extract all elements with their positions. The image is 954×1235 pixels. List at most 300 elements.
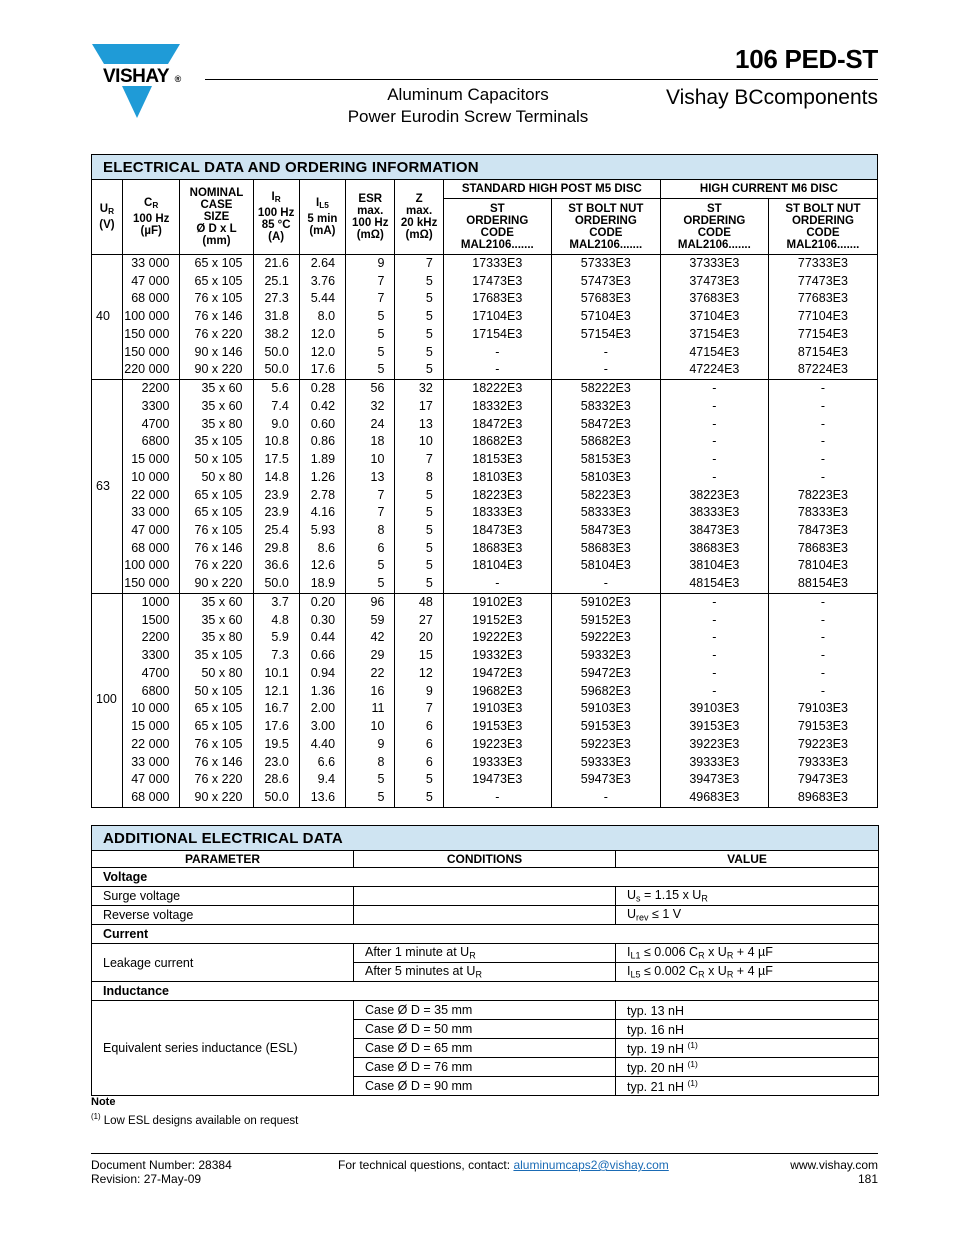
m6-st-code-column-cell: [660, 380, 768, 594]
table-cell: 33 000: [131, 754, 170, 769]
esr-column-cell: [346, 380, 395, 594]
table-cell: 23.9: [264, 505, 289, 520]
table-cell: -: [820, 665, 826, 680]
table-cell: -: [820, 630, 826, 645]
table-cell: 5: [425, 344, 433, 359]
cond-leakage-1min: After 1 minute at $U_R$: [354, 944, 616, 963]
table-cell: 68 000: [131, 540, 170, 555]
param-reverse-voltage: Reverse voltage: [92, 906, 354, 925]
capacitance-column-cell: [122, 380, 180, 594]
table-cell: -: [495, 790, 500, 805]
col-header-ripple-current: $I_R$ 100 Hz 85 °C (A): [253, 180, 299, 255]
ripple-current-column-cell: [253, 593, 299, 807]
group-header-m6: HIGH CURRENT M6 DISC: [660, 180, 877, 199]
table-cell: 65 x 105: [194, 256, 243, 270]
table-cell: 78333E3: [797, 505, 848, 520]
table-cell: 50.0: [264, 344, 289, 359]
table-cell: 5: [377, 790, 385, 805]
leakage-current-column-cell: [299, 255, 345, 380]
table-cell: 78683E3: [797, 540, 848, 555]
table-cell: -: [820, 469, 826, 484]
table-cell: 50.0: [264, 576, 289, 591]
table-cell: 35 x 80: [201, 416, 243, 431]
case-size-column-cell: [180, 593, 253, 807]
col-header-capacitance: $C_R$ 100 Hz (µF): [122, 180, 180, 255]
table-cell: 6: [425, 754, 433, 769]
table-cell: 5: [425, 540, 433, 555]
table-cell: 25.4: [264, 523, 289, 538]
table-cell: 2200: [141, 630, 170, 645]
table-cell: 5: [425, 309, 433, 324]
table-cell: 22 000: [131, 487, 170, 502]
table-cell: 12.0: [310, 326, 336, 341]
table-cell: 76 x 146: [194, 540, 243, 555]
table-cell: 38473E3: [689, 523, 740, 538]
leakage-current-column-cell: [299, 380, 345, 594]
table-cell: 18.9: [310, 576, 336, 591]
table-cell: 5.44: [310, 291, 336, 306]
table-cell: 5: [425, 558, 433, 573]
table-cell: -: [712, 648, 717, 663]
table-cell: -: [712, 452, 717, 467]
table-cell: 18332E3: [472, 398, 523, 413]
table-cell: 37104E3: [689, 309, 740, 324]
table-cell: 7: [425, 452, 433, 467]
table-cell: 17333E3: [472, 256, 523, 270]
table-cell: 5: [377, 772, 385, 787]
table-cell: 12.6: [310, 558, 336, 573]
table-cell: 36.6: [264, 558, 289, 573]
table-cell: 59472E3: [580, 665, 631, 680]
table-cell: 76 x 220: [194, 326, 243, 341]
table-cell: 76 x 146: [194, 309, 243, 324]
table-cell: 50 x 105: [194, 452, 243, 467]
table-cell: 17: [418, 398, 433, 413]
value-esl-90: typ. 21 nH $^{(1)}$: [616, 1077, 879, 1096]
m6-st-code-column-cell: [660, 255, 768, 380]
table-cell: 5: [425, 523, 433, 538]
table-cell: 9: [377, 736, 385, 751]
table-cell: 35 x 105: [194, 434, 243, 449]
table-cell: 59222E3: [580, 630, 631, 645]
value-esl-35: typ. 13 nH: [616, 1001, 879, 1020]
table-cell: 11: [371, 701, 385, 716]
m6-st-bolt-code-column-cell: [768, 255, 877, 380]
table-cell: 19102E3: [472, 594, 523, 609]
table-cell: 56: [370, 381, 385, 396]
table-cell: 50 x 105: [194, 683, 243, 698]
table-cell: 29.8: [264, 540, 289, 555]
table-cell: 38683E3: [689, 540, 740, 555]
table-cell: 10 000: [131, 469, 170, 484]
table-cell: 19153E3: [472, 719, 523, 734]
m6-st-bolt-code-column-cell: [768, 593, 877, 807]
col-header-impedance: Z max. 20 kHz (mΩ): [395, 180, 443, 255]
table-cell: 5: [377, 576, 385, 591]
table-cell: 65 x 105: [194, 505, 243, 520]
table-cell: 32: [370, 398, 385, 413]
table-cell: 38.2: [264, 326, 289, 341]
voltage-group-row: [92, 380, 878, 594]
table-cell: 19333E3: [472, 754, 523, 769]
esr-column-cell: [346, 593, 395, 807]
case-size-column-cell: [180, 255, 253, 380]
table-cell: 57683E3: [580, 291, 631, 306]
table-cell: 18473E3: [472, 523, 523, 538]
table-cell: 37333E3: [689, 256, 740, 270]
table-cell: -: [820, 452, 826, 467]
table-cell: 12.1: [264, 683, 289, 698]
table-cell: 20: [418, 630, 433, 645]
table-cell: 35 x 60: [201, 381, 243, 396]
table-cell: 5: [425, 576, 433, 591]
table-cell: 96: [370, 594, 385, 609]
table-cell: 59152E3: [580, 612, 631, 627]
table-cell: 58104E3: [580, 558, 631, 573]
table-cell: 10 000: [131, 701, 170, 716]
table-cell: 27.3: [264, 291, 289, 306]
table-cell: 5: [425, 772, 433, 787]
table-cell: 77333E3: [797, 256, 848, 270]
table-cell: 3300: [141, 648, 170, 663]
table-cell: 39473E3: [689, 772, 740, 787]
group-current: Current: [92, 925, 879, 944]
table-cell: 50.0: [264, 790, 289, 805]
table-cell: 5.6: [271, 381, 289, 396]
table-title: ELECTRICAL DATA AND ORDERING INFORMATION: [92, 155, 878, 180]
header-conditions: CONDITIONS: [354, 851, 616, 868]
table-cell: 3.7: [271, 594, 289, 609]
table-cell: 8.6: [317, 540, 336, 555]
table-cell: 37473E3: [689, 273, 740, 288]
table-cell: 1.36: [310, 683, 336, 698]
subtitle-line-1: Aluminum Capacitors: [387, 85, 549, 104]
table-cell: 37154E3: [689, 326, 740, 341]
table-cell: 9.0: [271, 416, 289, 431]
table-cell: 7.4: [271, 398, 289, 413]
m5-st-bolt-code-column-cell: [551, 255, 660, 380]
table-cell: 6: [377, 540, 385, 555]
table-cell: 14.8: [264, 469, 289, 484]
col-header-case-size: NOMINAL CASE SIZE Ø D x L (mm): [180, 180, 253, 255]
table-cell: -: [820, 594, 826, 609]
value-leakage-1min: $I_{L1} \le 0.006$ $C_R$ x $U_R + 4$ µF: [616, 944, 879, 963]
cond-esl-90: Case Ø D = 90 mm: [354, 1077, 616, 1096]
value-reverse-voltage: $U_{rev} \le 1$ V: [616, 906, 879, 925]
col-header-m6-st-bolt: ST BOLT NUT ORDERING CODE MAL2106.......: [768, 199, 877, 255]
table-cell: 1.89: [310, 452, 336, 467]
table-cell: 88154E3: [797, 576, 848, 591]
m5-st-code-column-cell: [443, 593, 551, 807]
table-cell: 19222E3: [472, 630, 523, 645]
group-inductance: Inductance: [92, 982, 879, 1001]
table-cell: -: [712, 594, 717, 609]
table-cell: 100 000: [124, 558, 170, 573]
table-cell: 38104E3: [689, 558, 740, 573]
table-cell: 58103E3: [580, 469, 631, 484]
table-cell: 77683E3: [797, 291, 848, 306]
table-cell: -: [712, 381, 717, 396]
table-cell: 0.28: [310, 381, 336, 396]
m6-st-code-column-cell: [660, 593, 768, 807]
table-cell: 18103E3: [472, 469, 523, 484]
table-cell: 10.8: [264, 434, 289, 449]
table-cell: 78104E3: [797, 558, 848, 573]
table-cell: 25.1: [264, 273, 289, 288]
table-cell: 10: [370, 719, 385, 734]
table-cell: -: [603, 362, 608, 377]
table-cell: 65 x 105: [194, 487, 243, 502]
table-cell: 5: [425, 362, 433, 377]
electrical-data-table: [91, 154, 878, 808]
table-cell: 5: [377, 344, 385, 359]
table-cell: 6.6: [317, 754, 336, 769]
param-surge-voltage: Surge voltage: [92, 887, 354, 906]
table-cell: 3300: [141, 398, 170, 413]
table-cell: 18333E3: [472, 505, 523, 520]
table-cell: 33 000: [131, 256, 170, 270]
table-cell: 7: [377, 291, 385, 306]
table-cell: 57104E3: [580, 309, 631, 324]
table-cell: 5: [377, 362, 385, 377]
table-cell: 48: [418, 594, 433, 609]
cond-reverse-voltage: [354, 906, 616, 925]
case-size-column-cell: [180, 380, 253, 594]
svg-text:VISHAY: VISHAY: [103, 66, 169, 87]
cond-surge-voltage: [354, 887, 616, 906]
table-cell: 0.44: [310, 630, 336, 645]
table-cell: 35 x 60: [201, 398, 243, 413]
table-cell: 39103E3: [689, 701, 740, 716]
table-cell: 3.00: [310, 719, 336, 734]
col-header-m5-st: ST ORDERING CODE MAL2106.......: [443, 199, 551, 255]
table-cell: 19223E3: [472, 736, 523, 751]
vishay-logo: [90, 44, 182, 118]
table-cell: 39153E3: [689, 719, 740, 734]
table-cell: 29: [370, 648, 385, 663]
table-cell: 18683E3: [472, 540, 523, 555]
table-cell: 2.00: [310, 701, 336, 716]
table-cell: 10: [370, 452, 385, 467]
table-cell: 27: [418, 612, 433, 627]
table-cell: 87154E3: [797, 344, 848, 359]
page-number: 181: [857, 1172, 878, 1186]
table-cell: 13: [418, 416, 433, 431]
table-cell: 100 000: [124, 309, 170, 324]
table-cell: -: [712, 469, 717, 484]
table-cell: 59: [370, 612, 385, 627]
table-cell: 9.4: [317, 772, 336, 787]
table-cell: 58333E3: [580, 505, 631, 520]
table-cell: 13: [370, 469, 385, 484]
table-cell: 12.0: [310, 344, 336, 359]
m5-st-code-column-cell: [443, 380, 551, 594]
value-esl-76: typ. 20 nH $^{(1)}$: [616, 1058, 879, 1077]
table-cell: 79223E3: [797, 736, 848, 751]
table-cell: 90 x 220: [194, 790, 243, 805]
table-cell: 1500: [141, 612, 170, 627]
table-cell: 7.3: [271, 648, 289, 663]
note-text: $^{(1)}$ Low ESL designs available on request: [91, 1112, 299, 1127]
table-cell: -: [603, 790, 608, 805]
note-marker: (1): [91, 1112, 101, 1121]
capacitance-column-cell: [122, 255, 180, 380]
table-cell: 7: [377, 487, 385, 502]
table-cell: 59103E3: [580, 701, 631, 716]
table-cell: -: [820, 398, 826, 413]
table-cell: 220 000: [124, 362, 170, 377]
table-cell: 10: [418, 434, 433, 449]
subtitle-line-2: Power Eurodin Screw Terminals: [347, 107, 589, 126]
table-cell: 39223E3: [689, 736, 740, 751]
table-cell: 48154E3: [689, 576, 740, 591]
contact-email-link[interactable]: aluminumcaps2@vishay.com: [513, 1158, 669, 1172]
table-cell: 90 x 220: [194, 362, 243, 377]
table-cell: 0.20: [310, 594, 336, 609]
cond-esl-35: Case Ø D = 35 mm: [354, 1001, 616, 1020]
table-cell: 0.42: [310, 398, 336, 413]
table-cell: 21.6: [264, 256, 289, 270]
table-cell: 19152E3: [472, 612, 523, 627]
table-cell: 2.64: [310, 256, 336, 270]
table-cell: 59333E3: [580, 754, 631, 769]
group-voltage: Voltage: [92, 868, 879, 887]
table-cell: 150 000: [124, 344, 170, 359]
table-cell: 8: [377, 754, 385, 769]
table-cell: 78473E3: [797, 523, 848, 538]
table-cell: 35 x 60: [201, 612, 243, 627]
table-cell: -: [712, 683, 717, 698]
table-cell: 5: [425, 487, 433, 502]
table-cell: 13.6: [310, 790, 336, 805]
table-cell: 65 x 105: [194, 701, 243, 716]
m5-st-bolt-code-column-cell: [551, 380, 660, 594]
table-cell: 7: [377, 273, 385, 288]
table-cell: 77104E3: [797, 309, 848, 324]
table-cell: 17683E3: [472, 291, 523, 306]
table-cell: 90 x 220: [194, 576, 243, 591]
table-cell: 31.8: [264, 309, 289, 324]
table-cell: 68 000: [131, 790, 170, 805]
table-cell: 6800: [141, 683, 170, 698]
header-rule: [205, 79, 878, 80]
group-header-m5: STANDARD HIGH POST M5 DISC: [443, 180, 660, 199]
table-cell: 1.26: [310, 469, 336, 484]
table-cell: 42: [370, 630, 385, 645]
footer-rule: [91, 1153, 878, 1154]
table-cell: 24: [370, 416, 385, 431]
table-cell: 50 x 80: [201, 665, 243, 680]
table-cell: 89683E3: [797, 790, 848, 805]
table-cell: 58153E3: [580, 452, 631, 467]
table-cell: 0.30: [310, 612, 336, 627]
table-cell: 150 000: [124, 576, 170, 591]
table-cell: 19682E3: [472, 683, 523, 698]
brand-name: Vishay BCcomponents: [665, 86, 878, 109]
m5-st-code-column-cell: [443, 255, 551, 380]
table-cell: 10.1: [264, 665, 289, 680]
table-cell: -: [712, 630, 717, 645]
table-cell: 87224E3: [797, 362, 848, 377]
table-cell: -: [603, 576, 608, 591]
table-cell: 5: [425, 291, 433, 306]
rated-voltage-cell: 63: [92, 380, 123, 594]
table-cell: 57154E3: [580, 326, 631, 341]
ripple-current-column-cell: [253, 380, 299, 594]
table-cell: 18104E3: [472, 558, 523, 573]
table-cell: -: [712, 398, 717, 413]
table-cell: 78223E3: [797, 487, 848, 502]
table-cell: 2200: [141, 381, 170, 396]
table-cell: 77154E3: [797, 326, 848, 341]
table-cell: -: [820, 381, 826, 396]
table-cell: 5: [425, 790, 433, 805]
table-cell: 77473E3: [797, 273, 848, 288]
table-cell: 6: [425, 719, 433, 734]
table-cell: -: [820, 683, 826, 698]
website-link[interactable]: www.vishay.com: [790, 1158, 878, 1172]
table-cell: 23.0: [264, 754, 289, 769]
cond-esl-76: Case Ø D = 76 mm: [354, 1058, 616, 1077]
table-cell: 18153E3: [472, 452, 523, 467]
table-cell: 18: [370, 434, 385, 449]
table-cell: 5: [377, 326, 385, 341]
table-cell: 76 x 146: [194, 754, 243, 769]
table-cell: 37683E3: [689, 291, 740, 306]
col-header-leakage-current: $I_{L5}$ 5 min (mA): [299, 180, 345, 255]
table-cell: 57333E3: [580, 256, 631, 270]
table-cell: 76 x 105: [194, 291, 243, 306]
impedance-column-cell: [395, 255, 443, 380]
table-cell: 49683E3: [689, 790, 740, 805]
table-cell: 17154E3: [472, 326, 523, 341]
table-cell: 58222E3: [580, 381, 631, 396]
table-cell: 9: [377, 256, 385, 270]
table-cell: 38333E3: [689, 505, 740, 520]
table-cell: 76 x 105: [194, 523, 243, 538]
table-cell: 17.6: [264, 719, 289, 734]
table-cell: 58223E3: [580, 487, 631, 502]
note-heading: Note: [91, 1096, 116, 1108]
table-cell: 59153E3: [580, 719, 631, 734]
revision: Revision: 27-May-09: [91, 1172, 202, 1186]
table-title: ADDITIONAL ELECTRICAL DATA: [92, 826, 879, 851]
table-cell: -: [820, 612, 826, 627]
table-cell: 8.0: [317, 309, 336, 324]
table-cell: 76 x 105: [194, 736, 243, 751]
table-cell: 5: [425, 273, 433, 288]
table-cell: 17.6: [310, 362, 336, 377]
table-cell: 15 000: [131, 719, 170, 734]
table-cell: -: [495, 362, 500, 377]
table-cell: 18223E3: [472, 487, 523, 502]
table-cell: 15: [418, 648, 433, 663]
table-cell: 19103E3: [472, 701, 523, 716]
table-cell: 19473E3: [472, 772, 523, 787]
ripple-current-column-cell: [253, 255, 299, 380]
col-header-esr: ESR max. 100 Hz (mΩ): [346, 180, 395, 255]
table-cell: 0.66: [310, 648, 336, 663]
table-cell: 58472E3: [580, 416, 631, 431]
table-cell: 5: [425, 326, 433, 341]
table-cell: 65 x 105: [194, 719, 243, 734]
rated-voltage-cell: 100: [92, 593, 123, 807]
table-cell: 5.93: [310, 523, 336, 538]
header-value: VALUE: [616, 851, 879, 868]
table-cell: 50 x 80: [201, 469, 243, 484]
rated-voltage-cell: 40: [92, 255, 123, 380]
cond-esl-50: Case Ø D = 50 mm: [354, 1020, 616, 1039]
